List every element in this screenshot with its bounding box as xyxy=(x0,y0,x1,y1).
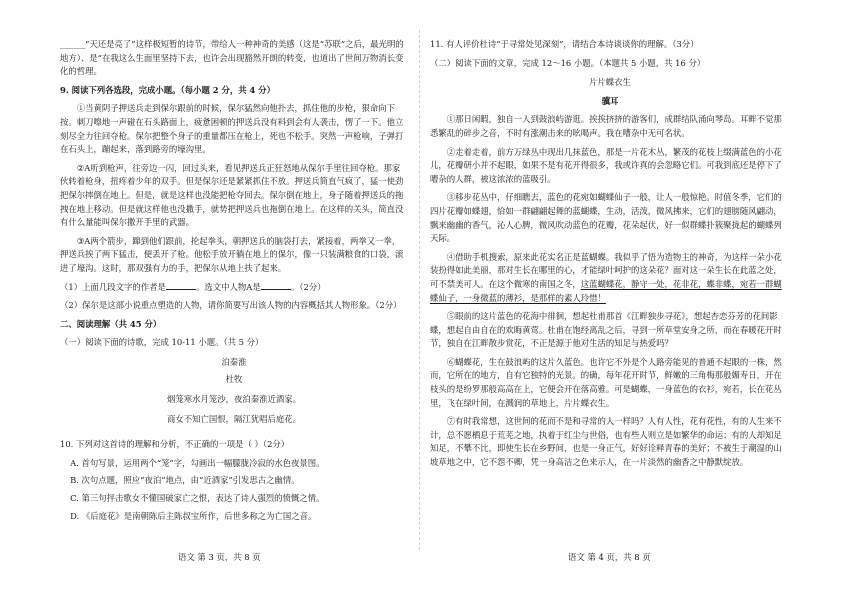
poem-author: 杜牧 xyxy=(225,374,243,385)
question-9-2: （2）保尔是这部小说重点塑造的人物，请你简要写出该人物的内容概括其人物形象。（2分） xyxy=(60,300,402,311)
essay-paragraph-2: ②走着走着，前方万绿丛中现出几抹蓝色，那是一片花木丛，繁茂的花枝上缀满蓝色的小花儿，花瓣研小并不起眼，如果不是有花开得很多，我或许真的会忽略它们。可我到底还是停下了嘈杂的人群，被这浓浓的蓝吸引。 xyxy=(430,146,782,184)
essay-paragraph-4 xyxy=(430,251,790,305)
essay-title: 片片蝶衣生 xyxy=(589,77,631,88)
essay-paragraph-5: ⑤眼前的这片蓝色的花海中徘徊，想起杜甫那首《江畔独步寻花》，想起杏恋芬芳的花间影蝶，想起自由自在的欢晦黄莺。杜甫在饱经离乱之后，寻到一所草堂安身之所，而在春暖花开时节，独自在江畔散步赏花，不正是源于他对生活的知足与热爱吗？ xyxy=(430,311,782,349)
essay-paragraph-3: ③移步花丛中，仔细瞧去，蓝色的花宛如蝴蝶仙子一般，让人一般惊艳。时值冬季，它们的四片花瓣如蝶翅，恰如一群翩翩起舞的蓝蝴蝶，生动，活泼，微风拂来，它们的翅膀随风翩动，飘来幽幽的香气，沁人心脾，微风吹动蓝色的花瓣，花朵起伏，好一似群蝶扑簇聚拢起的蝴蝶列天际。 xyxy=(430,192,782,244)
option-d: D. 《后庭花》是南朝陈后主陈叔宝所作，后世多称之为亡国之音。 xyxy=(70,510,317,521)
question-9-1-text-b: 。选文中人物A是 xyxy=(196,281,261,292)
answer-blank-person[interactable] xyxy=(261,281,291,290)
excerpt-paragraph-2: ②A听到枪声，往旁边一闪，回过头来，看见押送兵正狂怒地从保尔手里往回夺枪。那家伙转着枪身，扭疼着少年的双手。但是保尔还是紧紧抓住不放。押送兵简直气疯了，猛一使劲把保尔摔倒在地上。但是，就是这样也没能把枪夺回去。保尔倒在地上，身子随着押送兵的拖拽在地上移动。但是就这样他也没撒手，就势把押送兵也拖倒在地上。在这样的关头，简直没有什么量能叫保尔撒开手里的武器。 xyxy=(60,162,404,228)
question-10: 10. 下列对这首诗的理解和分析，不正确的一项是（ ）（2分） xyxy=(60,439,290,450)
excerpt-paragraph-1: ①当黄阴子押送兵走到保尔跟前的时候，保尔猛然向他扑去，抓住他的步枪，狠命向下按。刺刀嚓地一声碰在石头路面上，疲惫困顿的押送兵没有料到会有人袭击，愣了一下。他立刻尽全力往回夺枪。保尔把整个身子的重量都压在枪上，死也不松手。突然一声枪响，子弹打在石头上，蹦起来，落到路旁的壕沟里。 xyxy=(60,103,404,155)
option-a: A. 首句写景，运用两个“笼”字，勾画出一幅朦胧冷寂的水色夜景图。 xyxy=(70,457,325,468)
subsection-1-heading: （一）阅读下面的诗歌，完成 10-11 小题。（共 5 分） xyxy=(60,337,264,348)
left-column xyxy=(60,38,408,527)
poem-line-1: 烟笼寒水月笼沙，夜泊秦淮近酒家。 xyxy=(167,394,301,405)
essay-paragraph-6: ⑥蝴蝶花，生在鼓浪屿的这片久蓝色。也许它不外是个人路旁能见的普通不起眼的一株，然而，它所在的地方，自有它独特的光景。的确，每年花开时节，鲜嫩的三角梅那般媚寿日，开在枝头的是纷罗那般高高在上，它便会开在落高雅。可是蝴蝶，一身蓝色的衣衫，宛若，长在花丛里，飞在绿叶间，在溅润的草地上，片片蝶衣生。 xyxy=(430,356,782,408)
essay-paragraph-1: ①那日闲暇，独自一人到鼓浪屿游逛。挨挨挤挤的游客们，成群结队涌向琴岛。耳畔不觉那悉繁乱的碎步之音，不时有涨潮击来的吆喝声。我在嘈杂中无可名状。 xyxy=(430,114,782,138)
page-footer-left: 语文 第 3 页，共 8 页 xyxy=(178,552,261,562)
question-9-1-text-a: （1）上面几段文字的作者是 xyxy=(60,281,166,292)
underlined-sentence: 这蓝蝴蝶花，静守一处，花非花，蝶非蝶，宛若一群蝴蝶仙子，一身微蓝的薄衫，是那样的素人玲惜！ xyxy=(430,278,782,303)
essay-author: 骥耳 xyxy=(601,95,619,106)
column-divider xyxy=(419,30,420,550)
passage-fragment: ______“天还是亮了”这样极短暂的诗节，带给人一种神奇的美感（这是“苏联”之后，最光明的地方）、是“在我这么生面里坚持下去，也许会出现豁然开朗的转变，也道出了世间万物消长变化的哲理。 xyxy=(60,39,404,77)
question-9-1 xyxy=(60,281,408,295)
answer-blank-author[interactable] xyxy=(166,281,196,290)
question-9-heading: 9. 阅读下列各选段，完成小题。（每小题 2 分，共 4 分） xyxy=(60,84,276,95)
right-column xyxy=(430,38,790,475)
essay-paragraph-4-text: ④借助手机搜索，原来此花实名正是蓝蝴蝶。我似乎了悟为造物主的神奇，为这样一朵小花装扮得如此美丽，那对生长在哪里的心，才能绿叶呵护的这朵花？面对这一朵生长在此蓝之处，可不禁美可人。在这个微寒的南国之冬， xyxy=(430,251,782,289)
essay-paragraph-7: ⑦有时我常想，这世间的花而不是和寻常的人一样吗？人有人性，花有花性，有的人生来不计，总不愿栖息于荒芜之地，执着于红尘与世俗，也有些人则立是如繁华的命运；有的人却知足知足，不攀不比，即使生长在乡野间，也是一身正气，好好诠释青春的美好；不被生于潮湿的山坡草地之中，它不怨不卿，凭一身高洁之色来示人，在一片淡然的幽香之中静默绽放。 xyxy=(430,416,782,468)
question-9-1-text-c: 。（2分） xyxy=(290,281,326,292)
option-b: B. 次句点题，照应“夜泊”地点，由“近酒家”引发思古之幽情。 xyxy=(70,475,300,486)
poem-line-2: 商女不知亡国恨，隔江犹唱后庭花。 xyxy=(167,413,301,424)
excerpt-paragraph-3: ③A两个箭步，蹿到他们跟前，抡起拳头，朝押送兵的脑袋打去，紧接着，两拳又一拳，押送兵挨了两下猛击，便丢开了枪。他松手放开躺在地上的保尔，像一只装满粮食的口袋，滚进了壕沟。这时，那双强有力的手，把保尔从地上扶了起来。 xyxy=(60,235,404,273)
subsection-2-heading: （二）阅读下面的文章，完成 12～16 小题。（本题共 5 小题，共 16 分） xyxy=(430,57,706,68)
option-c: C. 第三句抨击歌女不懂国破家亡之恨，表达了诗人强烈的愤慨之情。 xyxy=(70,493,325,504)
page-footer-right: 语文 第 4 页，共 8 页 xyxy=(568,552,651,562)
poem-title: 泊秦淮 xyxy=(221,356,247,367)
section-2-heading: 二、阅读理解（共 45 分） xyxy=(60,318,162,329)
question-11: 11. 有人评价杜诗“于寻常处见深刻”，请结合本诗谈谈你的理解。（3分） xyxy=(430,39,699,49)
